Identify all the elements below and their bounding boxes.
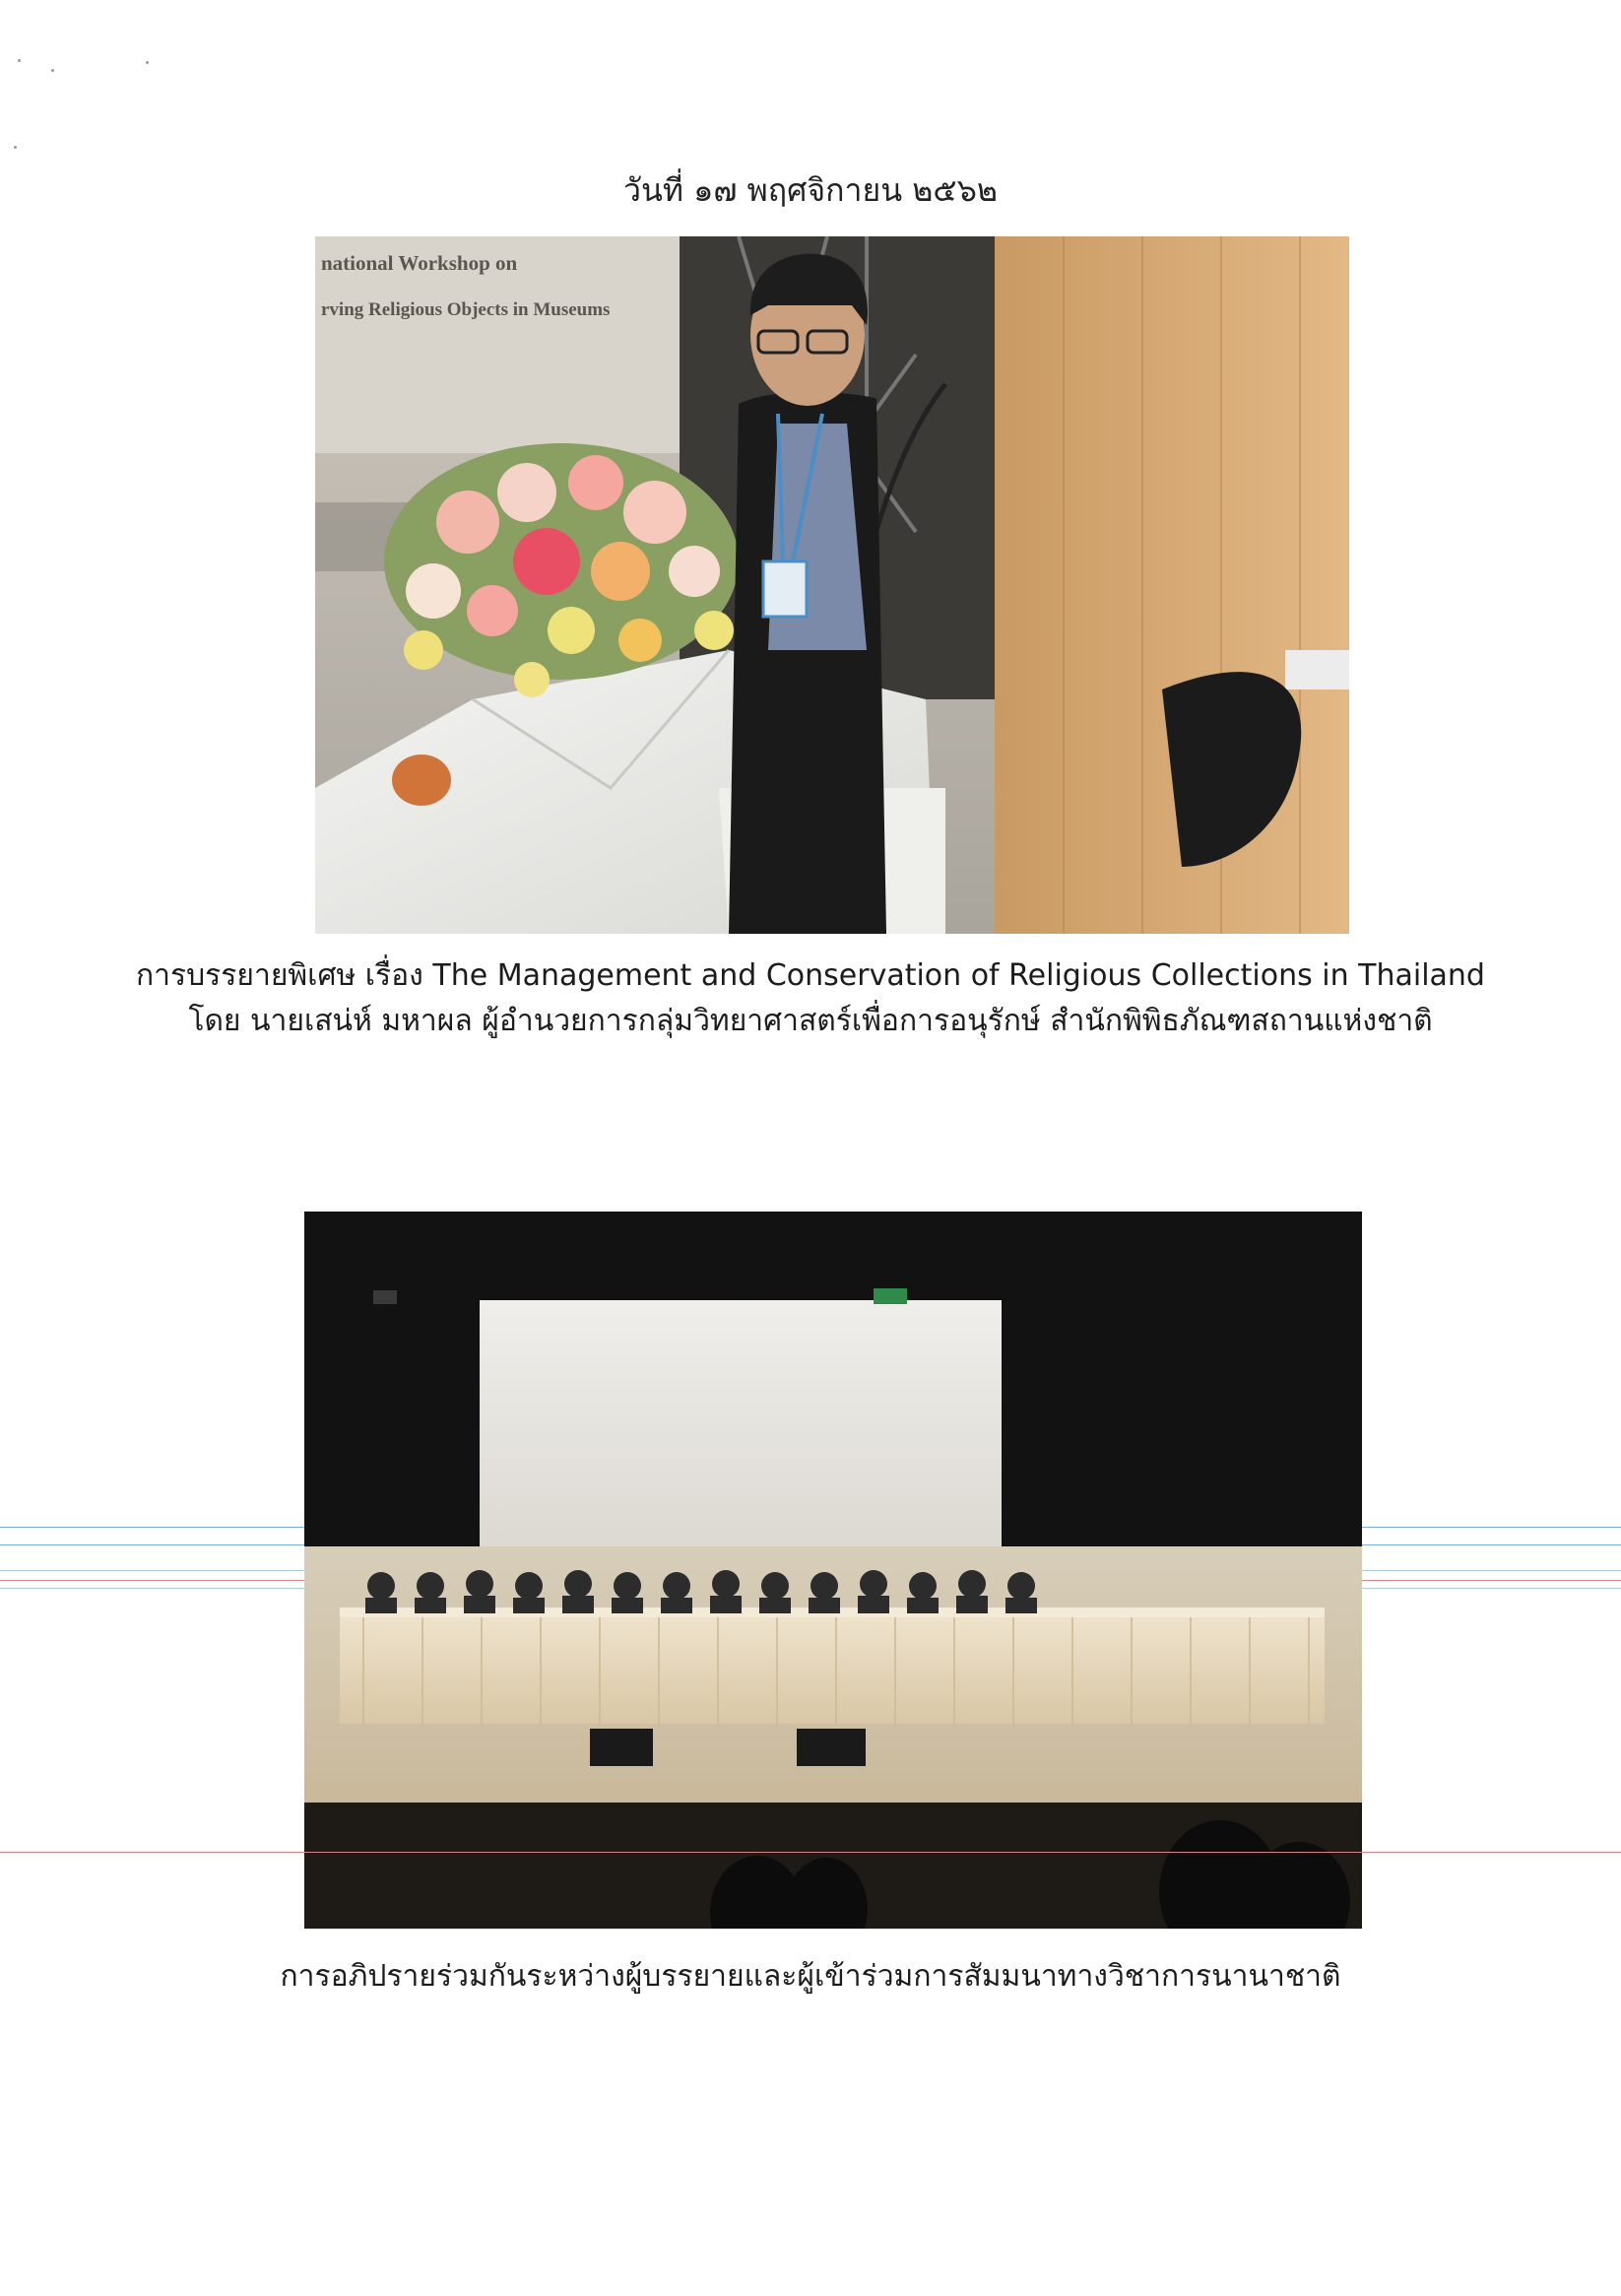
date-heading: วันที่ ๑๗ พฤศจิกายน ๒๕๖๒ bbox=[622, 171, 999, 209]
banner-line-1: national Workshop on bbox=[321, 251, 518, 275]
lecture-caption bbox=[0, 953, 1621, 1044]
scan-speck bbox=[18, 59, 21, 62]
banner-line-2: rving Religious Objects in Museums bbox=[321, 299, 611, 320]
panel-discussion-photo bbox=[304, 1212, 1362, 1929]
panel-caption: การอภิปรายร่วมกันระหว่างผู้บรรยายและผู้เข้าร่วมการสัมมนาทางวิชาการนานาชาติ bbox=[280, 1959, 1341, 1994]
scan-speck bbox=[51, 69, 54, 72]
scan-speck bbox=[14, 146, 17, 149]
lecture-caption-line-1: การบรรยายพิเศษ เรื่อง The Management and Conservation of Religious Collections in Thailand bbox=[136, 958, 1485, 993]
scan-artifact-line bbox=[0, 1852, 1621, 1853]
lecture-photo bbox=[315, 236, 1349, 934]
scan-speck bbox=[146, 61, 149, 64]
lecture-caption-line-2: โดย นายเสน่ห์ มหาผล ผู้อำนวยการกลุ่มวิทยาศาสตร์เพื่อการอนุรักษ์ สำนักพิพิธภัณฑสถานแห่งชาติ bbox=[188, 1004, 1433, 1038]
